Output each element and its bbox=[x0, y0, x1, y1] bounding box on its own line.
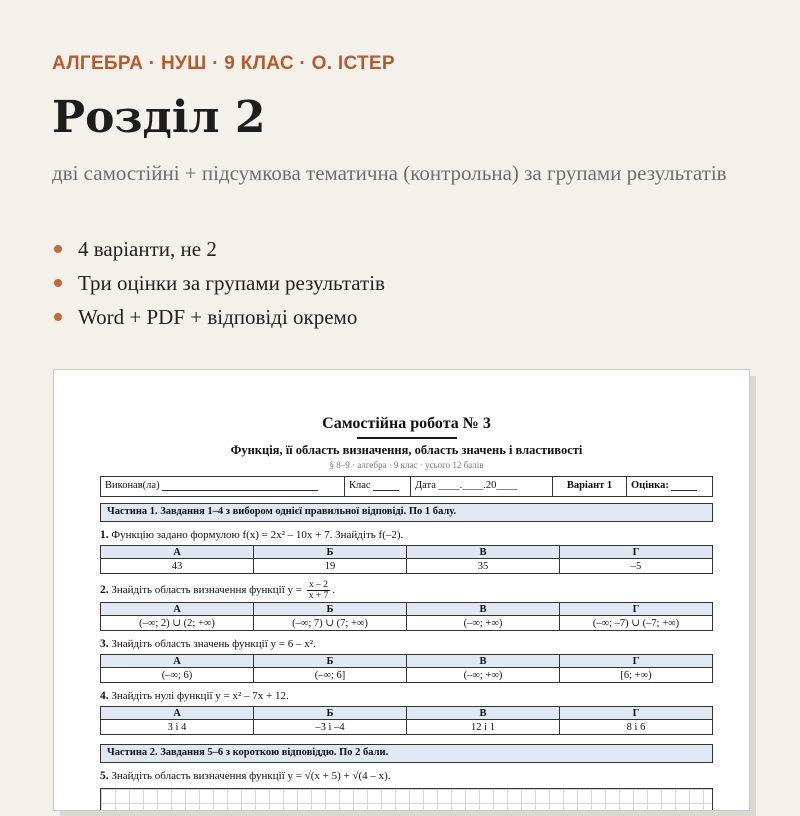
feature-text: Три оцінки за групами результатів bbox=[78, 271, 385, 295]
question-tail: . bbox=[332, 584, 336, 597]
option-header: А bbox=[101, 603, 254, 616]
question-number: 1. bbox=[100, 529, 109, 541]
student-info-row bbox=[100, 476, 713, 497]
page-subtitle: дві самостійні + підсумкова тематична (контрольна) за групами результатів bbox=[52, 161, 727, 185]
student-name-blank bbox=[162, 480, 318, 491]
option-header: Б bbox=[254, 655, 407, 668]
option-header: Г bbox=[560, 707, 713, 720]
option-header: В bbox=[407, 603, 560, 616]
option-value: 3 і 4 bbox=[101, 720, 254, 735]
question-1 bbox=[100, 529, 713, 543]
option-value: 8 і 6 bbox=[560, 720, 713, 735]
worksheet-subtitle: Функція, її область визначення, область значень і властивості bbox=[230, 443, 583, 457]
option-header: В bbox=[407, 707, 560, 720]
options-table-1 bbox=[100, 545, 713, 574]
date-cell bbox=[411, 477, 553, 496]
option-value: 19 bbox=[254, 559, 407, 574]
option-header: Б bbox=[254, 603, 407, 616]
bullet-dot-icon bbox=[54, 245, 62, 253]
date-blank: ____.____.20____ bbox=[438, 480, 518, 491]
fraction-numerator: x – 2 bbox=[307, 580, 331, 591]
option-value: (–∞; 6] bbox=[254, 668, 407, 683]
feature-item bbox=[52, 300, 385, 334]
option-value: (–∞; –7) ∪ (–7; +∞) bbox=[560, 616, 713, 631]
feature-text: Word + PDF + відповіді окремо bbox=[78, 305, 358, 329]
options-table-3 bbox=[100, 654, 713, 683]
option-value: –5 bbox=[560, 559, 713, 574]
fraction bbox=[307, 580, 331, 601]
option-value: (–∞; 7) ∪ (7; +∞) bbox=[254, 616, 407, 631]
student-name-cell bbox=[101, 477, 345, 496]
worksheet-meta: § 8–9 · алгебра · 9 клас · усього 12 балів bbox=[329, 460, 484, 470]
question-text: Знайдіть нулі функції y = x² – 7x + 12. bbox=[111, 690, 289, 702]
feature-list bbox=[52, 232, 385, 334]
class-label: Клас bbox=[349, 480, 371, 491]
option-value: (–∞; 6) bbox=[101, 668, 254, 683]
part-1-header: Частина 1. Завдання 1–4 з вибором однієї правильної відповіді. По 1 балу. bbox=[100, 503, 713, 522]
question-4 bbox=[100, 690, 713, 704]
worksheet-preview bbox=[53, 369, 750, 811]
option-value: 35 bbox=[407, 559, 560, 574]
option-header: Б bbox=[254, 707, 407, 720]
options-table-4 bbox=[100, 706, 713, 735]
option-value: (–∞; +∞) bbox=[407, 668, 560, 683]
date-label: Дата bbox=[415, 480, 436, 491]
part-2-header: Частина 2. Завдання 5–6 з короткою відповіддю. По 2 бали. bbox=[100, 744, 713, 763]
class-cell bbox=[345, 477, 411, 496]
bullet-dot-icon bbox=[54, 313, 62, 321]
bullet-dot-icon bbox=[54, 279, 62, 287]
question-number: 4. bbox=[100, 690, 109, 702]
variant-cell: Варіант 1 bbox=[553, 477, 627, 496]
title-underline bbox=[357, 437, 457, 439]
feature-text: 4 варіанти, не 2 bbox=[78, 237, 217, 261]
worksheet-title: Самостійна робота № 3 bbox=[322, 415, 491, 432]
worksheet-sheet bbox=[100, 370, 713, 811]
grade-blank bbox=[671, 480, 697, 491]
question-number: 2. bbox=[100, 584, 109, 597]
option-header: Б bbox=[254, 546, 407, 559]
option-header: В bbox=[407, 546, 560, 559]
question-text: Знайдіть область визначення функції y = bbox=[111, 584, 302, 597]
grade-cell bbox=[627, 477, 712, 496]
option-header: А bbox=[101, 707, 254, 720]
feature-item bbox=[52, 266, 385, 300]
options-table-2 bbox=[100, 602, 713, 631]
option-header: Г bbox=[560, 603, 713, 616]
question-5 bbox=[100, 770, 713, 784]
option-value: –3 і –4 bbox=[254, 720, 407, 735]
question-3 bbox=[100, 638, 713, 652]
option-value: 43 bbox=[101, 559, 254, 574]
page-title: Розділ 2 bbox=[52, 92, 266, 143]
feature-item bbox=[52, 232, 385, 266]
option-header: В bbox=[407, 655, 560, 668]
class-blank bbox=[373, 480, 399, 491]
question-text: Функцію задано формулою f(x) = 2x² – 10x + 7. Знайдіть f(–2). bbox=[111, 529, 404, 541]
option-value: (–∞; +∞) bbox=[407, 616, 560, 631]
student-label: Виконав(ла) bbox=[105, 480, 160, 491]
option-header: Г bbox=[560, 546, 713, 559]
question-text: Знайдіть область значень функції y = 6 – x². bbox=[111, 638, 316, 650]
option-value: (–∞; 2) ∪ (2; +∞) bbox=[101, 616, 254, 631]
option-header: А bbox=[101, 655, 254, 668]
question-number: 3. bbox=[100, 638, 109, 650]
option-value: [6; +∞) bbox=[560, 668, 713, 683]
grade-label: Оцінка: bbox=[631, 480, 669, 491]
kicker: АЛГЕБРА · НУШ · 9 КЛАС · О. ІСТЕР bbox=[52, 53, 395, 74]
question-number: 5. bbox=[100, 770, 109, 782]
option-header: Г bbox=[560, 655, 713, 668]
fraction-denominator: x + 7 bbox=[308, 591, 329, 601]
question-2 bbox=[100, 580, 713, 600]
option-value: 12 і 1 bbox=[407, 720, 560, 735]
option-header: А bbox=[101, 546, 254, 559]
question-text: Знайдіть область визначення функції y = √(x + 5) + √(4 – x). bbox=[111, 770, 391, 782]
